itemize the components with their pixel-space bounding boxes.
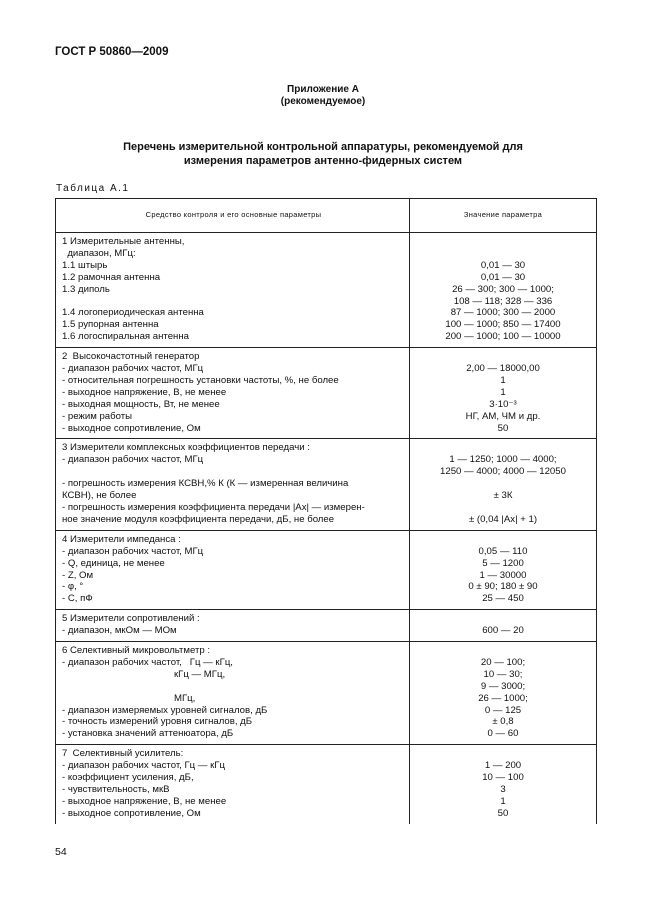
parameter-line: диапазон, МГц: [62, 247, 136, 259]
parameter-line: 1.1 штырь [62, 259, 108, 271]
parameter-line: - режим работы [62, 410, 133, 422]
parameter-line [62, 681, 405, 693]
parameter-line: - диапазон рабочих частот, Гц — кГц [62, 760, 225, 772]
value-line: ± (0,04 |Ax| + 1) [468, 513, 538, 525]
parameter-line: - диапазон измеряемых уровней сигналов, дБ [62, 704, 268, 716]
parameter-cell [56, 642, 410, 745]
parameter-line: - чувствительность, мкВ [62, 784, 170, 796]
value-line [414, 236, 592, 248]
parameter-line: - относительная погрешность установки частоты, %, не более [62, 374, 339, 386]
value-line: 1 [500, 386, 506, 398]
parameter-line: 7 Селективный усилитель: [62, 748, 184, 760]
parameter-line: - установка значений аттенюатора, дБ [62, 728, 234, 740]
parameter-line: - φ, ° [62, 581, 84, 593]
parameter-line: 6 Селективный микровольтметр : [62, 645, 211, 657]
parameter-line: 1 Измерительные антенны, [62, 236, 185, 247]
parameter-line: 1.5 рупорная антенна [62, 319, 159, 331]
title-line-2: измерения параметров антенно-фидерных систем [183, 155, 463, 167]
value-cell [410, 530, 597, 609]
value-line: ± 0,8 [492, 716, 514, 728]
parameter-line: 1.6 логоспиральная антенна [62, 331, 189, 343]
value-line: НГ, АМ, ЧМ и др. [465, 410, 541, 422]
parameter-line: - выходное напряжение, В, не менее [62, 386, 227, 398]
parameter-line: ное значение модуля коэффициента передачи, дБ, не более [62, 513, 335, 525]
table-row [56, 642, 597, 745]
value-line: 0 — 125 [484, 704, 522, 716]
parameter-line: МГц, [62, 692, 196, 704]
value-line: 1 [500, 374, 506, 386]
value-line: 50 [497, 422, 509, 434]
value-line [414, 748, 592, 760]
value-line [414, 351, 592, 363]
value-line [414, 613, 592, 625]
title-line-1: Перечень измерительной контрольной аппаратуры, рекомендуемой для [123, 141, 523, 153]
value-cell [410, 745, 597, 824]
value-line: 0 — 60 [487, 728, 519, 740]
value-line: 10 — 30; [483, 668, 523, 680]
parameter-line: 1.4 логопериодическая антенна [62, 307, 204, 319]
parameter-line: - диапазон, мкОм — МОм [62, 625, 177, 637]
page-number: 54 [55, 846, 67, 858]
parameter-line: - диапазон рабочих частот, МГц [62, 545, 204, 557]
value-line: 0,01 — 30 [480, 259, 526, 271]
value-cell [410, 233, 597, 348]
parameter-line: - выходное сопротивление, Ом [62, 422, 201, 434]
appendix-subtitle: (рекомендуемое) [280, 96, 366, 107]
value-cell [410, 439, 597, 530]
value-line: 3 [500, 784, 506, 795]
parameter-line: - погрешность измерения КСВН,% К (К — измеренная величина [62, 478, 349, 490]
parameter-cell [56, 530, 410, 609]
table-row [56, 610, 597, 642]
parameter-line: - Z, Ом [62, 569, 94, 581]
table-row [56, 233, 597, 348]
value-line: 100 — 1000; 850 — 17400 [445, 319, 561, 331]
value-line: 87 — 1000; 300 — 2000 [450, 307, 556, 319]
value-line: 1 — 1250; 1000 — 4000; [449, 454, 557, 466]
parameter-line: - коэффициент усиления, дБ, [62, 772, 194, 784]
value-line [414, 478, 592, 490]
table-row [56, 348, 597, 439]
value-line: 25 — 450 [482, 593, 524, 605]
value-cell [410, 642, 597, 745]
value-line [414, 442, 592, 454]
parameter-line: 2 Высокочастотный генератор [62, 351, 200, 363]
value-line: 26 — 300; 300 — 1000; [452, 283, 554, 295]
value-line: 5 — 1200 [482, 557, 524, 569]
value-line [414, 534, 592, 546]
table-row [56, 530, 597, 609]
table-header-row [56, 199, 597, 233]
value-line: 26 — 1000; [478, 692, 528, 704]
parameter-cell [56, 610, 410, 642]
value-line: 9 — 3000; [480, 680, 526, 692]
document-code: ГОСТ Р 50860—2009 [55, 46, 169, 58]
parameter-line: - С, пФ [62, 593, 93, 605]
parameter-line: 4 Измерители импеданса : [62, 533, 181, 545]
value-line: 20 — 100; [480, 656, 526, 668]
value-line: ± 3К [493, 490, 513, 502]
table-row [56, 439, 597, 530]
parameter-line: - Q, единица, не менее [62, 557, 165, 569]
value-line [414, 502, 592, 514]
parameter-line: - выходное сопротивление, Ом [62, 807, 201, 819]
value-line: 50 [497, 807, 509, 819]
value-line: 1 — 200 [484, 760, 522, 772]
parameter-line: - диапазон рабочих частот, Гц — кГц, [62, 656, 233, 668]
value-line: 1250 — 4000; 4000 — 12050 [440, 466, 566, 478]
document-title [0, 140, 646, 168]
table-caption: Таблица А.1 [56, 183, 130, 194]
parameter-line: кГц — МГц, [62, 668, 226, 680]
parameter-cell [56, 348, 410, 439]
value-line: 200 — 1000; 100 — 10000 [445, 331, 561, 343]
value-cell [410, 348, 597, 439]
parameter-line [62, 296, 405, 308]
table-row [56, 745, 597, 824]
parameter-line: - выходная мощность, Вт, не менее [62, 398, 220, 410]
parameter-line [62, 466, 405, 478]
parameter-line: - диапазон рабочих частот, МГц [62, 363, 204, 375]
appendix-heading [0, 84, 646, 108]
parameter-line: - диапазон рабочих частот, МГц [62, 454, 204, 466]
value-cell [410, 610, 597, 642]
value-line: 0,05 — 110 [478, 545, 528, 557]
parameter-line: - выходное напряжение, В, не менее [62, 795, 227, 807]
value-line: 1 [500, 795, 506, 807]
value-line: 10 — 100 [482, 772, 524, 784]
value-line: 3·10⁻³ [489, 398, 517, 410]
header-parameter: Средство контроля и его основные параметры [56, 199, 410, 233]
parameter-line: 1.3 диполь [62, 283, 110, 295]
value-line: 600 — 20 [482, 625, 524, 637]
parameter-line: - погрешность измерения коэффициента передачи |Ax| — измерен- [62, 502, 365, 513]
parameter-line: - точность измерений уровня сигналов, дБ [62, 716, 253, 728]
appendix-title: Приложение А [287, 84, 359, 95]
parameter-line: 1.2 рамочная антенна [62, 271, 161, 283]
equipment-table [55, 198, 597, 824]
value-line: 2,00 — 18000,00 [466, 363, 540, 375]
value-line: 0,01 — 30 [480, 271, 526, 283]
value-line [414, 248, 592, 260]
parameter-line: КСВН), не более [62, 490, 137, 502]
parameter-cell [56, 233, 410, 348]
value-line: 0 ± 90; 180 ± 90 [468, 581, 538, 593]
value-line: 108 — 118; 328 — 336 [453, 295, 553, 307]
parameter-line: 3 Измерители комплексных коэффициентов передачи : [62, 442, 310, 454]
parameter-line: 5 Измерители сопротивлений : [62, 613, 200, 625]
parameter-cell [56, 439, 410, 530]
value-line [414, 645, 592, 657]
header-value: Значение параметра [410, 199, 597, 233]
parameter-cell [56, 745, 410, 824]
value-line: 1 — 30000 [479, 569, 527, 581]
